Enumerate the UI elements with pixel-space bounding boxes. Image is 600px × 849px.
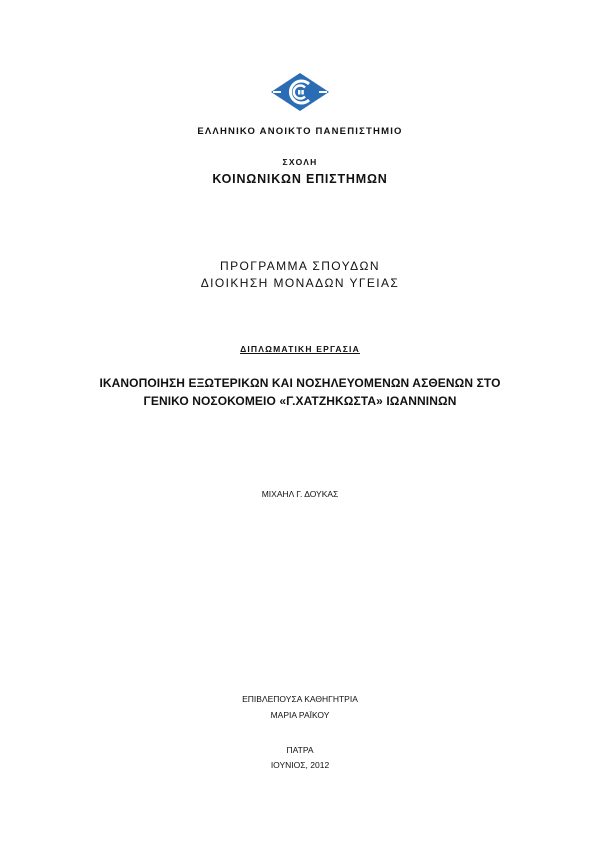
supervisor-name: ΜΑΡΙΑ ΡΑΪΚΟΥ [270, 710, 330, 720]
thesis-title-line-1: ΙΚΑΝΟΠΟΙΗΣΗ ΕΞΩΤΕΡΙΚΩΝ ΚΑΙ ΝΟΣΗΛΕΥΟΜΕΝΩΝ ΑΣΘΕΝΩΝ ΣΤΟ [99, 376, 501, 390]
thesis-title-line-2: ΓΕΝΙΚΟ ΝΟΣΟΚΟΜΕΙΟ «Γ.ΧΑΤΖΗΚΩΣΤΑ» ΙΩΑΝΝΙΝΩΝ [143, 394, 457, 408]
date: ΙΟΥΝΙΟΣ, 2012 [270, 760, 330, 770]
author-name: ΜΙΧΑΗΛ Γ. ΔΟΥΚΑΣ [261, 489, 339, 499]
school-name: ΚΟΙΝΩΝΙΚΩΝ ΕΠΙΣΤΗΜΩΝ [212, 172, 388, 186]
supervisor-role: ΕΠΙΒΛΕΠΟΥΣΑ ΚΑΘΗΓΗΤΡΙΑ [242, 694, 358, 704]
program-label: ΠΡΟΓΡΑΜΜΑ ΣΠΟΥΔΩΝ [220, 259, 380, 273]
university-logo-icon [269, 72, 331, 112]
school-label: ΣΧΟΛΗ [282, 157, 318, 167]
city: ΠΑΤΡΑ [286, 745, 314, 755]
university-name: ΕΛΛΗΝΙΚΟ ΑΝΟΙΚΤΟ ΠΑΝΕΠΙΣΤΗΜΙΟ [197, 126, 403, 137]
program-name: ΔΙΟΙΚΗΣΗ ΜΟΝΑΔΩΝ ΥΓΕΙΑΣ [200, 276, 400, 290]
thesis-type: ΔΙΠΛΩΜΑΤΙΚΗ ΕΡΓΑΣΙΑ [240, 344, 360, 354]
